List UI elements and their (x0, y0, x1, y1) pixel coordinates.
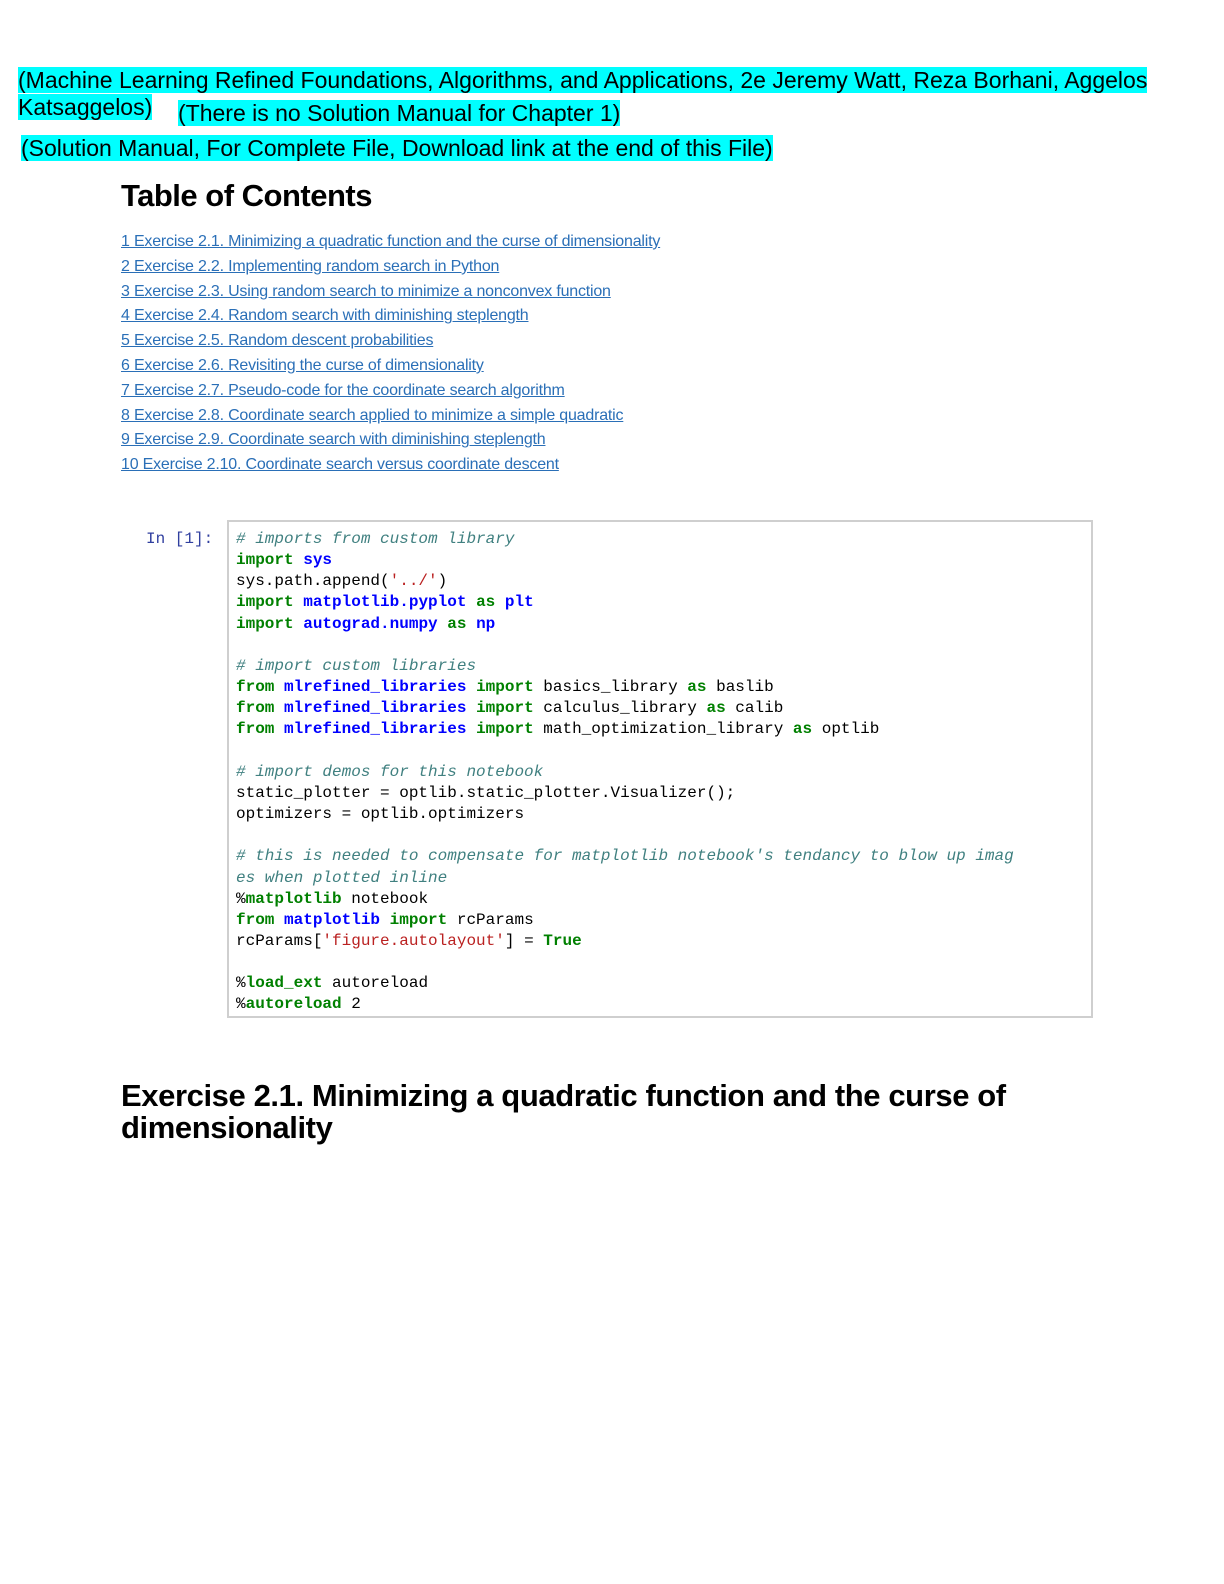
toc-item (121, 281, 660, 306)
exercise-heading: Exercise 2.1. Minimizing a quadratic function and the curse of dimensionality (121, 1078, 1006, 1145)
code-token: sys.path.append( (236, 572, 390, 591)
code-cell[interactable] (227, 520, 1093, 1018)
code-token: baslib (706, 678, 774, 697)
code-token (466, 615, 476, 633)
code-token: import (236, 614, 294, 633)
code-line (236, 593, 534, 611)
code-line (236, 869, 447, 887)
code-token (466, 699, 476, 717)
cell-prompt: In [1]: (146, 530, 214, 548)
toc-link-8[interactable]: 8 Exercise 2.8. Coordinate search applied to minimize a simple quadratic (121, 406, 624, 424)
code-line (236, 805, 524, 823)
code-token: from (236, 699, 275, 718)
code-token (294, 551, 304, 569)
code-token: plt (504, 593, 534, 612)
code-token: as (447, 614, 467, 633)
code-line (236, 657, 476, 675)
code-line (236, 530, 514, 548)
code-token: mlrefined_libraries (284, 720, 467, 739)
toc-item (121, 429, 660, 454)
code-token: matplotlib.pyplot (303, 593, 467, 612)
toc-item (121, 405, 660, 430)
code-token: np (476, 614, 496, 633)
toc-link-3[interactable]: 3 Exercise 2.3. Using random search to minimize a nonconvex function (121, 282, 611, 300)
code-token: from (236, 678, 275, 697)
code-token (294, 593, 304, 611)
code-token: autoreload (245, 995, 342, 1014)
code-line (236, 720, 879, 738)
toc-link-7[interactable]: 7 Exercise 2.7. Pseudo-code for the coordinate search algorithm (121, 381, 565, 399)
toc-item (121, 256, 660, 281)
header-note (178, 100, 620, 127)
code-line (236, 784, 735, 802)
code-token (495, 593, 505, 611)
code-token: notebook (341, 889, 429, 908)
code-token: # import demos for this notebook (236, 762, 544, 781)
code-token: rcParams (447, 910, 534, 929)
code-token: # this is needed to compensate for matplotlib notebook's tendancy to blow up imag (236, 847, 1014, 866)
code-token (274, 678, 284, 696)
toc-link-9[interactable]: 9 Exercise 2.9. Coordinate search with diminishing steplength (121, 431, 546, 449)
toc-link-10[interactable]: 10 Exercise 2.10. Coordinate search versus coordinate descent (121, 456, 559, 474)
code-token: autograd.numpy (303, 614, 438, 633)
code-token: math_optimization_library (533, 720, 793, 739)
code-token: 2 (341, 995, 361, 1014)
code-token: % (236, 889, 246, 908)
code-token (466, 593, 476, 611)
code-token: es when plotted inline (236, 868, 448, 887)
code-token: # import custom libraries (236, 656, 477, 675)
code-token (438, 615, 448, 633)
code-line (236, 678, 774, 696)
code-token: static_plotter = optlib.static_plotter.Visualizer(); (236, 783, 736, 802)
code-token: from (236, 910, 275, 929)
code-line (236, 763, 543, 781)
code-token: matplotlib (284, 910, 381, 929)
code-token: as (476, 593, 496, 612)
toc-item (121, 454, 660, 479)
code-token: as (792, 720, 813, 739)
header-download-note (21, 135, 773, 162)
toc-list (121, 231, 660, 479)
code-token: autoreload (322, 974, 429, 993)
code-token: import (476, 699, 534, 718)
toc-link-5[interactable]: 5 Exercise 2.5. Random descent probabilities (121, 332, 434, 350)
code-block[interactable] (236, 529, 1014, 1016)
code-token (274, 699, 284, 717)
code-token (380, 911, 390, 929)
code-token: import (476, 720, 534, 739)
toc-item (121, 355, 660, 380)
code-line (236, 847, 1014, 865)
code-line (236, 911, 534, 929)
toc-link-2[interactable]: 2 Exercise 2.2. Implementing random search in Python (121, 257, 500, 275)
code-token: basics_library (533, 678, 688, 697)
header-download-note-text: (Solution Manual, For Complete File, Download link at the end of this File) (21, 135, 773, 161)
code-token: # imports from custom library (236, 530, 515, 548)
code-token: load_ext (245, 974, 323, 993)
code-token: ] = (504, 931, 544, 950)
code-token: sys (303, 551, 333, 570)
code-token: calib (725, 699, 784, 718)
code-token: ) (437, 572, 448, 591)
code-token (274, 911, 284, 929)
code-token: matplotlib (245, 889, 342, 908)
code-token: mlrefined_libraries (284, 678, 467, 697)
code-line (236, 551, 332, 569)
code-line (236, 890, 428, 908)
toc-item (121, 305, 660, 330)
code-token: import (236, 593, 294, 612)
code-line (236, 572, 447, 590)
code-line (236, 974, 428, 992)
toc-link-1[interactable]: 1 Exercise 2.1. Minimizing a quadratic function and the curse of dimensionality (121, 233, 661, 250)
code-token: optlib (812, 720, 880, 739)
code-token: % (236, 974, 246, 993)
code-token (294, 615, 304, 633)
code-token: True (543, 931, 582, 950)
code-token: import (476, 678, 534, 697)
code-token: '../' (389, 572, 438, 591)
header-note-text: (There is no Solution Manual for Chapter 1) (178, 100, 621, 126)
code-token: 'figure.autolayout' (322, 931, 505, 950)
toc-item (121, 380, 660, 405)
code-line (236, 699, 783, 717)
code-token: calculus_library (533, 699, 707, 718)
code-token: import (389, 910, 448, 929)
code-token: as (706, 699, 726, 718)
toc-item (121, 231, 660, 256)
header-title-text: (Machine Learning Refined Foundations, Algorithms, and Applications, 2e Jeremy Watt, Reza Borhani, Aggelos Katsaggelos) (18, 67, 1148, 120)
code-line (236, 932, 582, 950)
code-token: as (687, 678, 707, 697)
code-line (236, 995, 361, 1013)
code-token: from (236, 720, 275, 739)
toc-item (121, 330, 660, 355)
code-token (466, 720, 476, 738)
code-token: optimizers = optlib.optimizers (236, 805, 525, 824)
code-token: import (236, 551, 294, 570)
code-token (466, 678, 476, 696)
code-token: % (236, 995, 246, 1014)
code-token (274, 720, 284, 738)
code-token: rcParams[ (236, 931, 323, 950)
toc-link-4[interactable]: 4 Exercise 2.4. Random search with diminishing steplength (121, 307, 529, 325)
toc-link-6[interactable]: 6 Exercise 2.6. Revisiting the curse of dimensionality (121, 356, 484, 374)
toc-title: Table of Contents (121, 178, 372, 213)
code-line (236, 615, 495, 633)
code-token: mlrefined_libraries (284, 699, 467, 718)
